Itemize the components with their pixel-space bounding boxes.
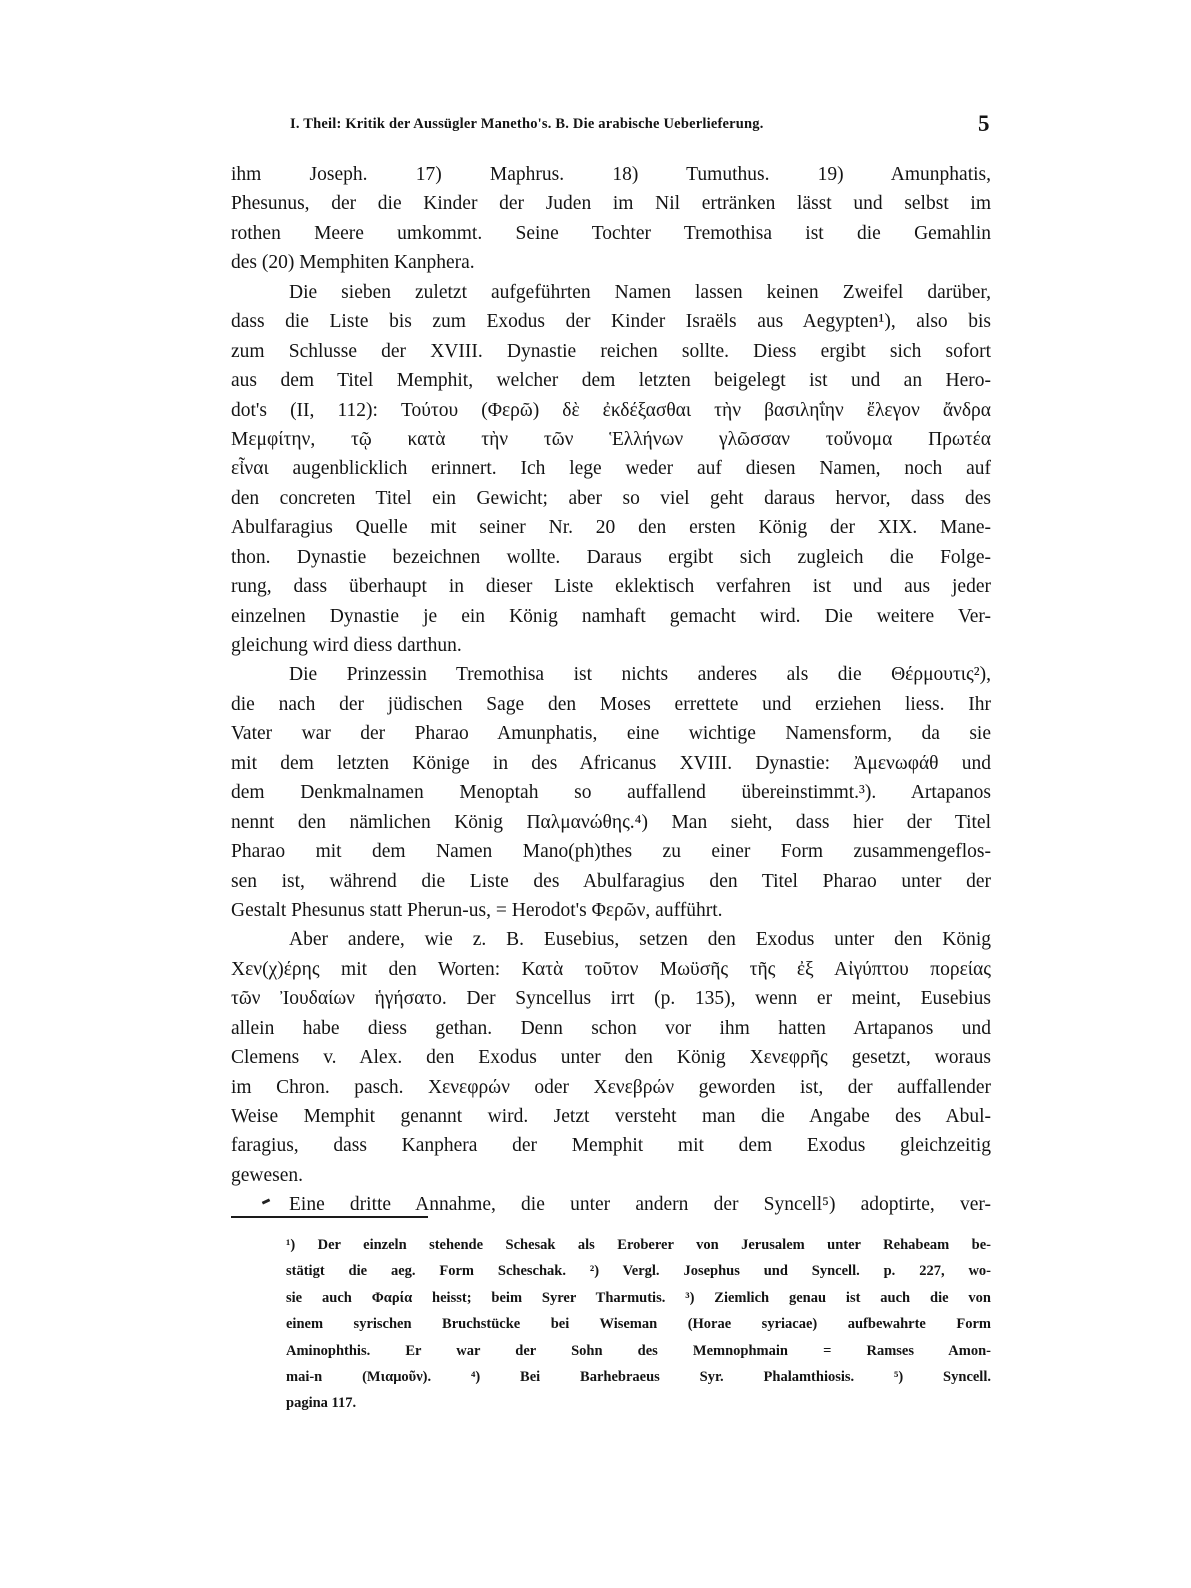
footnote-line: einem syrischen Bruchstücke bei Wiseman (Horae syriacae) aufbewahrte Form [286,1316,991,1333]
body-line: mit dem letzten Könige in des Africanus XVIII. Dynastie: Ἀμενωφάθ und [231,752,991,774]
body-line: Χεν(χ)έρης mit den Worten: Κατὰ τοῦτον Μωϋσῆς τῆς ἐξ Αἰγύπτου πορείας [231,958,991,980]
body-line: des (20) Memphiten Kanphera. [231,252,475,274]
body-line: nennt den nämlichen König Παλμανώθης.⁴) Man sieht, dass hier der Titel [231,811,991,833]
page-number: 5 [978,111,990,136]
body-text [231,160,991,1220]
body-line: aus dem Titel Memphit, welcher dem letzten beigelegt ist und an Hero- [231,370,991,392]
body-line: Die sieben zuletzt aufgeführten Namen lassen keinen Zweifel darüber, [289,281,991,303]
footnote-line: stätigt die aeg. Form Scheschak. ²) Vergl. Josephus und Syncell. p. 227, wo- [286,1263,991,1280]
body-line: im Chron. pasch. Χενεφρών oder Χενεβρών geworden ist, der auffallender [231,1076,991,1098]
body-line: Aber andere, wie z. B. Eusebius, setzen den Exodus unter den König [289,929,991,951]
body-line: faragius, dass Kanphera der Memphit mit dem Exodus gleichzeitig [231,1135,991,1157]
body-line: Vater war der Pharao Amunphatis, eine wichtige Namensform, da sie [231,723,991,745]
body-line: Gestalt Phesunus statt Pherun-us, = Herodot's Φερῶν, aufführt. [231,899,723,921]
body-line: Phesunus, der die Kinder der Juden im Nil ertränken lässt und selbst im [231,193,991,215]
body-line: Clemens v. Alex. den Exodus unter den König Χενεφρῆς gesetzt, woraus [231,1047,991,1069]
body-line: den concreten Titel ein Gewicht; aber so viel geht daraus hervor, dass des [231,487,991,509]
body-line: die nach der jüdischen Sage den Moses errettete und erziehen liess. Ihr [231,693,991,715]
body-line: Eine dritte Annahme, die unter andern der Syncell⁵) adoptirte, ver- [289,1194,991,1216]
body-line: εἶναι augenblicklich erinnert. Ich lege weder auf diesen Namen, noch auf [231,458,991,480]
footnote-line: pagina 117. [286,1395,357,1412]
body-line: ihm Joseph. 17) Maphrus. 18) Tumuthus. 19) Amunphatis, [231,164,991,185]
body-line: Die Prinzessin Tremothisa ist nichts anderes als die Θέρμουτις²), [289,664,991,686]
footnote-rule [231,1216,428,1218]
body-line: einzelnen Dynastie je ein König namhaft gemacht wird. Die weitere Ver- [231,605,991,627]
footnote-line: sie auch Φαρία heisst; beim Syrer Tharmutis. ³) Ziemlich genau ist auch die von [286,1289,991,1306]
footnote-line: ¹) Der einzeln stehende Schesak als Eroberer von Jerusalem unter Rehabeam be- [286,1237,991,1253]
body-line: gleichung wird diess darthun. [231,635,462,656]
body-line: Weise Memphit genannt wird. Jetzt versteht man die Angabe des Abul- [231,1106,991,1127]
body-line: gewesen. [231,1164,304,1186]
footnotes [286,1232,991,1417]
body-line: Pharao mit dem Namen Mano(ph)thes zu einer Form zusammengeflos- [231,841,991,863]
body-line: rothen Meere umkommt. Seine Tochter Tremothisa ist die Gemahlin [231,222,991,244]
body-line: Μεμφίτην, τῷ κατὰ τὴν τῶν Ἑλλήνων γλῶσσαν τοὔνομα Πρωτέα [231,428,991,450]
body-line: sen ist, während die Liste des Abulfaragius den Titel Pharao unter der [231,870,991,892]
body-line: Abulfaragius Quelle mit seiner Nr. 20 den ersten König der XIX. Mane- [231,517,991,539]
footnote-line: Aminophthis. Er war der Sohn des Memnophmain = Ramses Amon- [286,1342,991,1359]
body-line: allein habe diess gethan. Denn schon vor ihm hatten Artapanos und [231,1017,991,1039]
body-line: thon. Dynastie bezeichnen wollte. Daraus ergibt sich zugleich die Folge- [231,546,991,568]
body-line: dem Denkmalnamen Menoptah so auffallend übereinstimmt.³). Artapanos [231,782,991,804]
body-line: dot's (II, 112): Τούτου (Φερῶ) δὲ ἐκδέξασθαι τὴν βασιληΐην ἔλεγον ἄνδρα [231,399,991,421]
footnote-line: mai-n (Μιαμοῦν). ⁴) Bei Barhebraeus Syr. Phalamthiosis. ⁵) Syncell. [286,1368,991,1385]
body-line: τῶν Ἰουδαίων ἡγήσατο. Der Syncellus irrt (p. 135), wenn er meint, Eusebius [231,988,991,1010]
body-line: rung, dass überhaupt in dieser Liste eklektisch verfahren ist und aus jeder [231,576,991,598]
running-head: I. Theil: Kritik der Aussügler Manetho's. B. Die arabische Ueberlieferung. [290,116,764,132]
body-line: zum Schlusse der XVIII. Dynastie reichen sollte. Diess ergibt sich sofort [231,340,991,362]
body-line: dass die Liste bis zum Exodus der Kinder Israëls aus Aegypten¹), also bis [231,311,991,333]
